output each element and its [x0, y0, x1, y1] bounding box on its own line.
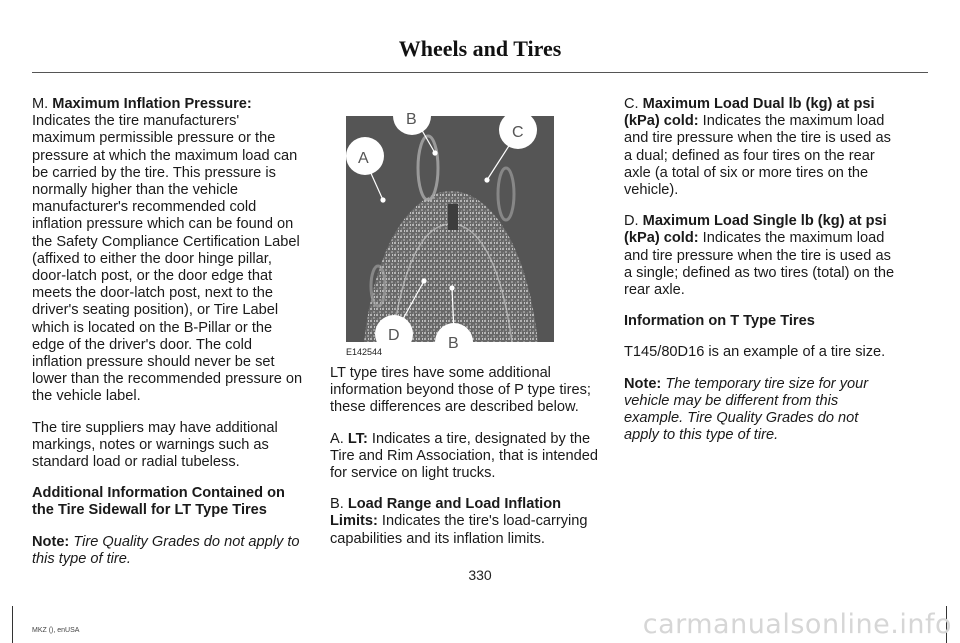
item-prefix: C.: [624, 96, 643, 112]
callout-dot-d: [421, 278, 426, 283]
callout-label-b-bottom: B: [448, 335, 459, 352]
definition-max-load-single: Indicates the maximum load and tire pressure when the tire is used as a single; defined as two tires (total) on the rear axle.: [624, 230, 895, 299]
footer-code: MKZ (), enUSA: [32, 627, 80, 634]
paragraph-t-example: T145/80D16 is an example of a tire size.: [624, 344, 886, 361]
callout-dot-b-bottom: [449, 285, 454, 290]
section-heading-t: [624, 313, 896, 330]
item-prefix: A.: [330, 430, 348, 447]
term-load-range: Load Range and Load Inflation Limits:: [330, 496, 562, 530]
callout-dot-b-top: [432, 150, 437, 155]
note-lt: [32, 534, 304, 568]
column-1: [32, 96, 304, 582]
item-prefix: B.: [330, 496, 348, 513]
note-label: Note:: [624, 375, 662, 392]
column-3: [624, 96, 896, 458]
column-2: [330, 365, 602, 562]
watermark: carmanualsonline.info: [642, 609, 952, 640]
note-text: The temporary tire size for your vehicle may be different from this example. Tire Quality Grades do not apply to this type of tire.: [624, 375, 869, 444]
definition-max-inflation: Indicates the tire manufacturers' maximum permissible pressure or the pressure at which the maximum load can be carried by the tire. This pressure is normally higher than the vehicle manufacturer's recommended cold inflation pressure which can be found on the Safety Compliance Certification Label (affixed to either the door hinge pillar, door-latch post, or the door edge that meets the door-latch post, next to the driver's seating position), or Tire Label which is located on the B-Pillar or the edge of the driver's door. The cold inflation pressure should never be set lower than the recommended pressure on the vehicle label.: [32, 113, 303, 405]
paragraph-item-d: [624, 213, 896, 299]
section-heading-lt: [32, 485, 304, 519]
callout-label-a: A: [358, 150, 369, 167]
figure-id: E142544: [346, 347, 383, 357]
paragraph-additional-markings: The tire suppliers may have additional markings, notes or warnings such as standard load or radial tubeless.: [32, 419, 278, 471]
callout-dot-c: [484, 177, 489, 182]
term-max-load-dual: Maximum Load Dual lb (kg) at psi (kPa) cold:: [624, 96, 875, 130]
crop-mark-left: [12, 606, 13, 643]
item-prefix: M.: [32, 96, 53, 112]
page-number: 330: [468, 567, 492, 583]
paragraph-lt-intro: LT type tires have some additional information beyond those of P type tires; these differences are described below.: [330, 365, 591, 416]
tire-center-bar: [448, 204, 458, 230]
section-heading-lt-text: Additional Information Contained on the Tire Sidewall for LT Type Tires: [32, 485, 285, 519]
header-rule: [32, 72, 928, 73]
term-max-inflation: Maximum Inflation Pressure:: [52, 96, 252, 112]
note-label: Note:: [32, 533, 70, 550]
callout-label-c: C: [512, 124, 524, 141]
term-lt: LT:: [347, 430, 368, 447]
paragraph-item-a: [330, 431, 602, 483]
callout-dot-a: [380, 197, 385, 202]
paragraph-item-b: [330, 496, 602, 548]
definition-lt: Indicates a tire, designated by the Tire and Rim Association, that is intended for service on light trucks.: [330, 430, 598, 482]
page-title: Wheels and Tires: [398, 36, 562, 61]
item-prefix: D.: [624, 213, 643, 230]
paragraph-item-c: [624, 96, 896, 199]
callout-label-b-top: B: [406, 111, 417, 128]
note-text: Tire Quality Grades do not apply to this type of tire.: [32, 533, 300, 567]
sidewall-mark-b: [418, 136, 438, 200]
section-heading-t-text: Information on T Type Tires: [624, 313, 815, 330]
note-t: [624, 376, 896, 445]
term-max-load-single: Maximum Load Single lb (kg) at psi (kPa) cold:: [624, 213, 887, 247]
callout-label-d: D: [388, 327, 400, 344]
sidewall-mark-c: [498, 168, 514, 220]
paragraph-max-inflation: [32, 96, 304, 406]
definition-max-load-dual: Indicates the maximum load and tire pressure when the tire is used as a dual; defined as four tires on the rear axle (a total of six or more tires on the vehicle).: [624, 113, 891, 199]
definition-load-range: Indicates the tire's load-carrying capabilities and its inflation limits.: [330, 513, 588, 547]
